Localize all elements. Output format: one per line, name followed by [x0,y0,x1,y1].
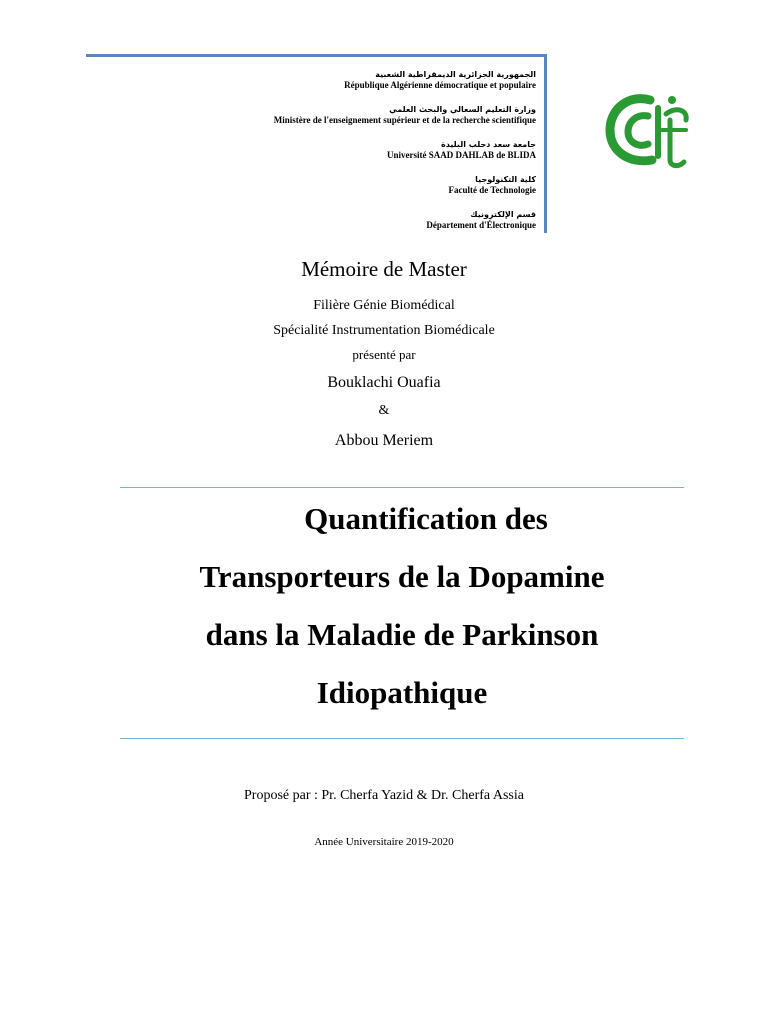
header-republic: République Algérienne démocratique et populaire [344,80,536,90]
author-1: Bouklachi Ouafia [327,374,441,391]
header-frame [86,54,547,233]
header-university: Université SAAD DAHLAB de BLIDA [386,150,536,160]
divider-bottom [120,738,684,739]
specialite: Spécialité Instrumentation Biomédicale [273,323,495,338]
document-type: Mémoire de Master [301,257,467,281]
university-logo-icon [600,90,692,172]
divider-top [120,487,684,488]
presente-par: présenté par [352,347,416,362]
header-faculty: Faculté de Technologie [448,185,536,195]
filiere: Filière Génie Biomédical [313,298,455,313]
title-line-3: dans la Maladie de Parkinson [205,617,599,652]
author-2: Abbou Meriem [334,432,434,449]
title-line-2: Transporteurs de la Dopamine [199,559,605,594]
header-arabic-ministry: وزارة التعليم السعالي والبحث العلمي [389,105,536,114]
supervisors: Proposé par : Pr. Cherfa Yazid & Dr. Cherfa Assia [244,788,524,803]
header-department: Département d'Électronique [426,220,536,230]
title-line-4: Idiopathique [316,675,488,710]
header-arabic-department: قسم الإلكترونيك [470,210,536,219]
header-arabic-faculty: كلية التكنولوجيا [475,175,536,184]
header-arabic-university: جامعة سعد دحلب البليدة [441,140,536,149]
institution-header [96,69,536,231]
academic-year: Année Universitaire 2019-2020 [314,836,454,848]
header-arabic-republic: الجمهورية الجزائرية الديمقراطية الشعبية [375,70,536,79]
title-line-1: Quantification des [304,501,548,536]
header-ministry: Ministère de l'enseignement supérieur et de la recherche scientifique [273,115,536,125]
thesis-title [130,490,674,722]
ampersand: & [378,403,390,418]
